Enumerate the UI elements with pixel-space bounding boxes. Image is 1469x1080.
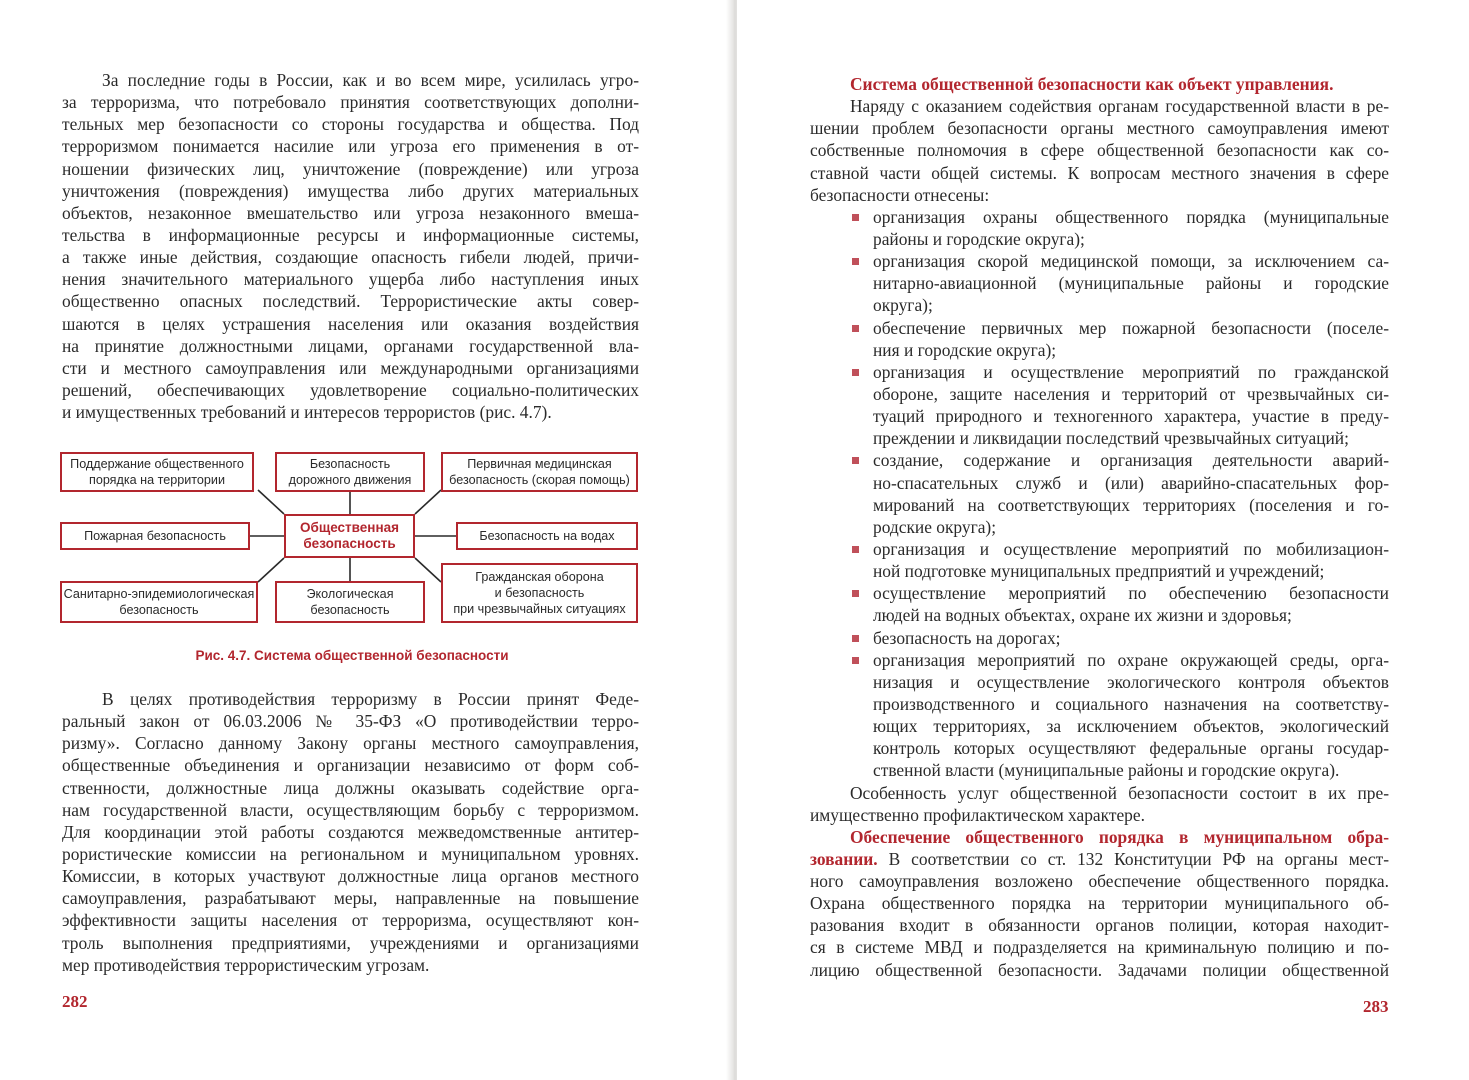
right-page-text	[810, 73, 1389, 981]
diagram-box-line: Безопасность	[309, 457, 391, 471]
bullet-square-icon	[852, 635, 859, 642]
list-item-continuation: преждении и ликвидации последствий чрезвычайных ситуаций;	[873, 428, 1349, 449]
list-item-continuation: округа);	[873, 295, 933, 316]
bullet-square-icon	[852, 214, 859, 221]
text-line: тельства в информационные ресурсы и информационные системы,	[62, 224, 639, 245]
list-item-continuation: мирований на соответствующих территориях (поселения и го-	[873, 494, 1389, 515]
diagram-box-line: безопасность	[303, 536, 396, 551]
text-line: ного самоуправления возложено обеспечение общественного порядка.	[810, 871, 1389, 892]
section-heading-public-order-end: зовании.	[810, 848, 878, 869]
diagram-box-line: Пожарная безопасность	[84, 529, 226, 543]
text-line: ся в системе МВД и подразделяется на криминальную полицию и по-	[810, 937, 1389, 958]
connector-top-right	[415, 490, 441, 514]
text-line: лицию общественной безопасности. Задачами полиции общественной	[810, 959, 1389, 980]
text-line: терроризмом понимается насилие или угроза его применения в от-	[62, 136, 639, 157]
connector-bottom-left	[258, 558, 284, 582]
text-line: эффективности защиты населения от терроризма, осуществляют кон-	[62, 910, 639, 931]
bullet-square-icon	[852, 457, 859, 464]
text-line: ризму». Согласно данному Закону органы местного самоуправления,	[62, 733, 639, 754]
bullet-square-icon	[852, 590, 859, 597]
page-number-right: 283	[1363, 997, 1389, 1016]
text-line: общественные объединения и организации независимо от форм соб-	[62, 755, 639, 776]
text-line: Охрана общественного порядка на территории муниципального об-	[810, 893, 1389, 914]
diagram-box-line: Безопасность на водах	[479, 529, 615, 543]
list-item-continuation: контроль которых осуществляют федеральные органы государ-	[873, 738, 1389, 759]
text-line: нам государственной власти, осуществляющим борьбу с терроризмом.	[62, 799, 639, 820]
list-item-continuation: ния и городские округа);	[873, 339, 1057, 360]
list-item-continuation: нитарно-авиационной (муниципальные районы и городские	[873, 273, 1389, 294]
text-line: ставной части общей системы. К вопросам местного значения в сфере	[810, 162, 1389, 183]
text-line	[810, 848, 1389, 870]
bullet-square-icon	[852, 325, 859, 332]
text-line: безопасности отнесены:	[810, 184, 990, 205]
list-item-continuation: районы и городские округа);	[873, 228, 1085, 249]
diagram-box-line: Общественная	[299, 520, 399, 535]
list-item-continuation: ственной власти (муниципальные районы и городские округа).	[873, 760, 1340, 781]
bullet-square-icon	[852, 369, 859, 376]
diagram-box-line: дорожного движения	[288, 473, 412, 487]
text-line: мер противодействия террористическим угрозам.	[62, 954, 430, 975]
left-page	[0, 0, 731, 1080]
text-line: самоуправления, разрабатывают меры, направленные на повышение	[62, 888, 639, 909]
diagram-box-line: Санитарно-эпидемиологическая	[63, 587, 255, 601]
diagram-box-line: безопасность	[310, 603, 390, 617]
text-line: Комиссии, в которых участвуют должностные лица органов местного	[62, 866, 639, 887]
connector-bottom-right	[415, 558, 441, 582]
list-item-continuation: производственного и социального назначения на соответству-	[873, 693, 1389, 714]
connector-top-left	[258, 490, 284, 514]
diagram-box-line: безопасность (скорая помощь)	[449, 473, 630, 487]
list-item-continuation: ной подготовке муниципальных предприятий и учреждений;	[873, 561, 1325, 582]
section-heading-public-order: Обеспечение общественного порядка в муниципальном обра-	[850, 826, 1389, 847]
list-item: организация охраны общественного порядка (муниципальные	[810, 206, 1389, 228]
paragraph-terrorism-threat	[62, 69, 639, 423]
list-item: организация и осуществление мероприятий по гражданской	[810, 361, 1389, 383]
list-item: создание, содержание и организация деятельности аварий-	[810, 449, 1389, 471]
list-item-continuation: ющих территориях, за исключением объектов, экологический	[873, 716, 1389, 737]
list-item: обеспечение первичных мер пожарной безопасности (поселе-	[810, 317, 1389, 339]
text-line: Наряду с оказанием содействия органам государственной власти в ре-	[850, 96, 1389, 117]
text-line: Особенность услуг общественной безопасности состоит в их пре-	[850, 782, 1389, 803]
list-item-continuation: людей на водных объектах, охране их жизни и здоровья;	[873, 605, 1292, 626]
box-road-safety	[275, 452, 425, 492]
text-line: троль выполнения предприятиями, учреждениями и организациями	[62, 932, 639, 953]
box-ecological-safety	[275, 581, 425, 623]
text-line: уничтожения (повреждения) имущества либо других материальных	[62, 180, 639, 201]
diagram-box-line: безопасность	[119, 603, 199, 617]
box-fire-safety	[60, 522, 250, 550]
text-fragment: В соответствии со ст. 132 Конституции РФ на органы мест-	[888, 848, 1389, 869]
text-line: а также иные действия, создающие опасность гибели людей, причи-	[62, 247, 639, 268]
text-line: ношении физических лиц, уничтожение (повреждение) или угроза	[62, 158, 639, 179]
text-line: за терроризма, что потребовало принятия соответствующих дополни-	[62, 92, 639, 113]
text-line: решений, обеспечивающих удовлетворение социально-политических	[62, 379, 639, 400]
text-line: ральный закон от 06.03.2006 № 35-ФЗ «О противодействии терро-	[62, 711, 639, 732]
diagram-box-line: Поддержание общественного	[70, 457, 244, 471]
text-line: Для координации этой работы создаются межведомственные антитер-	[62, 821, 639, 842]
box-public-safety-center	[284, 514, 415, 558]
diagram-box-line: порядка на территории	[89, 473, 225, 487]
text-line: шении проблем безопасности органы местного самоуправления имеют	[810, 118, 1389, 139]
right-page	[737, 0, 1469, 1080]
text-line: собственные полномочия в сфере общественной безопасности как со-	[810, 140, 1389, 161]
box-sanitary-safety	[60, 581, 258, 623]
text-line: нения значительного материального ущерба либо наступления иных	[62, 269, 639, 290]
list-item-continuation: обороне, защите населения и территорий от чрезвычайных си-	[873, 383, 1389, 404]
text-line: шаются в целях устрашения населения или оказания воздействия	[62, 313, 639, 334]
page-number-left: 282	[62, 992, 88, 1011]
text-line: сти и местного самоуправления или международными организациями	[62, 357, 639, 378]
paragraph-anti-terror-law	[62, 688, 639, 976]
figure-caption: Рис. 4.7. Система общественной безопасности	[195, 648, 509, 663]
text-line: объектов, незаконное вмешательство или угроза незаконного вмеша-	[62, 202, 639, 223]
bullet-square-icon	[852, 657, 859, 664]
list-item-continuation: туаций природного и техногенного характера, участие в преду-	[873, 406, 1389, 427]
text-line: на принятие должностными лицами, органами государственной вла-	[62, 335, 639, 356]
public-safety-diagram	[58, 450, 642, 626]
list-item-continuation: но-спасательных служб и (или) аварийно-спасательных фор-	[873, 472, 1389, 493]
list-item: организация скорой медицинской помощи, за исключением са-	[810, 250, 1389, 272]
section-heading-security-system: Система общественной безопасности как объект управления.	[850, 74, 1334, 94]
diagram-box-line: Экологическая	[306, 587, 394, 601]
text-line: общественно опасных последствий. Террористические акты совер-	[62, 291, 639, 312]
box-public-order	[60, 452, 254, 492]
list-item-continuation: низация и осуществление экологического контроля объектов	[873, 671, 1389, 692]
text-line: тельных мер безопасности со стороны государства и общества. Под	[62, 114, 639, 135]
text-line: и имущественных требований и интересов террористов (рис. 4.7).	[62, 402, 552, 423]
list-item: организация мероприятий по охране окружающей среды, орга-	[810, 649, 1389, 671]
text-line: имущественно профилактическом характере.	[810, 804, 1145, 825]
bullet-square-icon	[852, 546, 859, 553]
list-item: организация и осуществление мероприятий по мобилизацион-	[810, 538, 1389, 560]
list-item-continuation: родские округа);	[873, 516, 997, 537]
box-civil-defense	[441, 563, 638, 623]
diagram-box-line: Первичная медицинская	[467, 457, 612, 471]
list-item: осуществление мероприятий по обеспечению безопасности	[810, 582, 1389, 604]
text-line: разования входит в обязанности органов полиции, которая находит-	[810, 915, 1389, 936]
text-line: рористические комиссии на региональном и муниципальном уровнях.	[62, 843, 639, 864]
text-line: За последние годы в России, как и во всем мире, усилилась угро-	[102, 70, 639, 90]
text-line: ственности, должностные лица должны оказывать содействие орга-	[62, 777, 639, 798]
bullet-square-icon	[852, 258, 859, 265]
diagram-box-line: Гражданская оборона	[475, 570, 604, 584]
list-item: безопасность на дорогах;	[810, 627, 1389, 649]
box-medical-safety	[441, 452, 638, 492]
text-line: В целях противодействия терроризму в России принят Феде-	[102, 689, 639, 709]
box-water-safety	[456, 522, 638, 550]
diagram-box-line: при чрезвычайных ситуациях	[453, 602, 626, 616]
diagram-box-line: и безопасность	[494, 586, 585, 600]
